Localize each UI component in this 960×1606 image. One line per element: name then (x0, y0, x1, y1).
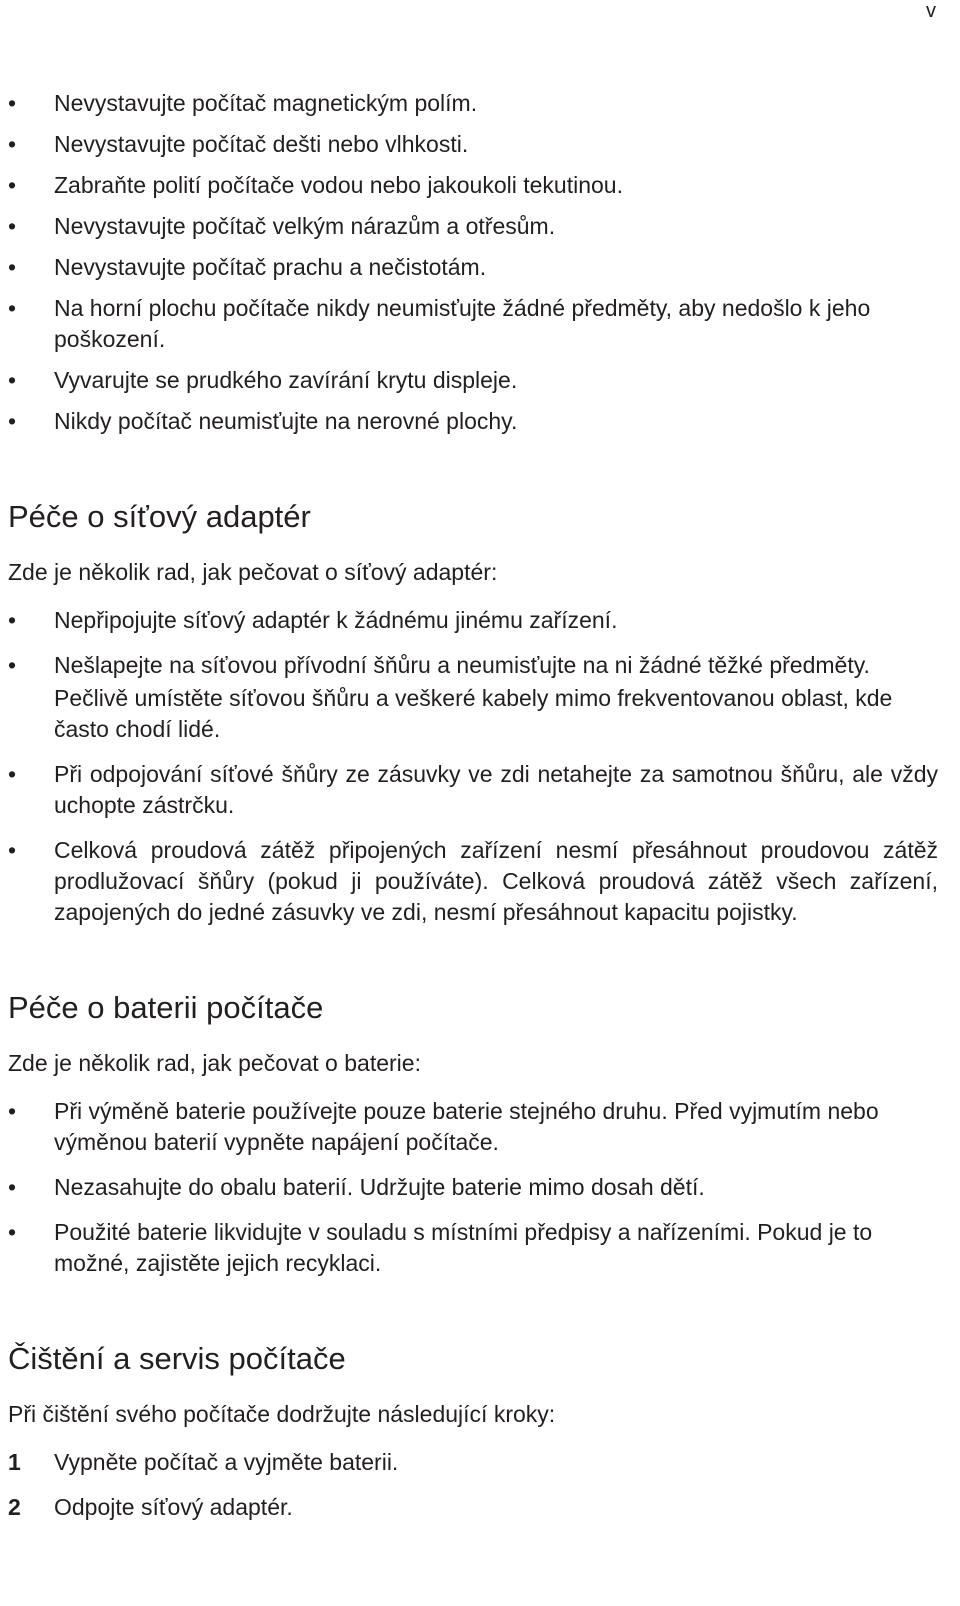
bullet-icon: • (8, 213, 17, 239)
section-intro-adapter: Zde je několik rad, jak pečovat o síťový adaptér: (8, 559, 498, 585)
cleaning-steps-list (8, 1447, 938, 1523)
list-item: • Použité baterie likvidujte v souladu s místními předpisy a nařízeními. Pokud je to možné, zajistěte jejich recyklaci. (8, 1219, 873, 1276)
list-item: • Nepřipojujte síťový adaptér k žádnému jinému zařízení. (8, 605, 938, 636)
numbered-step: 1 Vypněte počítač a vyjměte baterii. (8, 1447, 938, 1478)
bullet-icon: • (8, 367, 17, 393)
bullet-icon: • (8, 408, 17, 434)
bullet-icon: • (8, 607, 17, 633)
section-intro-battery: Zde je několik rad, jak pečovat o baterie: (8, 1050, 421, 1076)
document-body (8, 88, 938, 1523)
list-item-continued: Pečlivě umístěte síťovou šňůru a veškeré kabely mimo frekventovanou oblast, kde často chodí lidé. (54, 685, 893, 742)
list-item: • Při výměně baterie používejte pouze baterie stejného druhu. Před vyjmutím nebo výměnou baterií vypněte napájení počítače. (8, 1098, 879, 1155)
bullet-icon: • (8, 1174, 17, 1200)
section-intro-cleaning: Při čištění svého počítače dodržujte následující kroky: (8, 1401, 556, 1427)
numbered-step: 2 Odpojte síťový adaptér. (8, 1492, 938, 1523)
list-item: • Při odpojování síťové šňůry ze zásuvky ve zdi netahejte za samotnou šňůru, ale vždy uchopte zástrčku. (8, 761, 938, 818)
list-item: • Nezasahujte do obalu baterií. Udržujte baterie mimo dosah dětí. (8, 1172, 938, 1203)
adapter-care-list (8, 605, 938, 928)
section-heading-battery: Péče o baterii počítače (8, 990, 324, 1025)
bullet-icon: • (8, 761, 17, 787)
bullet-icon: • (8, 131, 17, 157)
bullet-icon: • (8, 1098, 17, 1124)
list-item: • Vyvarujte se prudkého zavírání krytu displeje. (8, 365, 938, 396)
list-item: • Nešlapejte na síťovou přívodní šňůru a neumisťujte na ni žádné těžké předměty. (8, 650, 938, 681)
list-item: • Nevystavujte počítač magnetickým polím. (8, 88, 938, 119)
general-care-list (8, 88, 938, 437)
list-item: • Nevystavujte počítač dešti nebo vlhkosti. (8, 129, 938, 160)
bullet-icon: • (8, 1219, 17, 1245)
bullet-icon: • (8, 254, 17, 280)
step-number: 2 (8, 1494, 21, 1520)
bullet-icon: • (8, 90, 17, 116)
bullet-icon: • (8, 837, 17, 863)
step-number: 1 (8, 1449, 21, 1475)
battery-care-list (8, 1096, 938, 1279)
list-item: • Na horní plochu počítače nikdy neumisťujte žádné předměty, aby nedošlo k jeho poškození. (8, 295, 871, 352)
section-heading-adapter: Péče o síťový adaptér (8, 499, 311, 534)
list-item: • Nevystavujte počítač velkým nárazům a otřesům. (8, 211, 938, 242)
list-item: • Nevystavujte počítač prachu a nečistotám. (8, 252, 938, 283)
list-item: • Celková proudová zátěž připojených zařízení nesmí přesáhnout proudovou zátěž prodlužovací šňůry (pokud ji používáte). Celková proudová zátěž všech zařízení, zapojených do jedné zásuvky ve zdi, nesmí přesáhnout kapacitu pojistky. (8, 837, 938, 925)
bullet-icon: • (8, 652, 17, 678)
bullet-icon: • (8, 295, 17, 321)
list-item: • Zabraňte polití počítače vodou nebo jakoukoli tekutinou. (8, 170, 938, 201)
page-number: v (926, 0, 936, 22)
list-item: • Nikdy počítač neumisťujte na nerovné plochy. (8, 406, 938, 437)
section-heading-cleaning: Čištění a servis počítače (8, 1341, 346, 1376)
bullet-icon: • (8, 172, 17, 198)
